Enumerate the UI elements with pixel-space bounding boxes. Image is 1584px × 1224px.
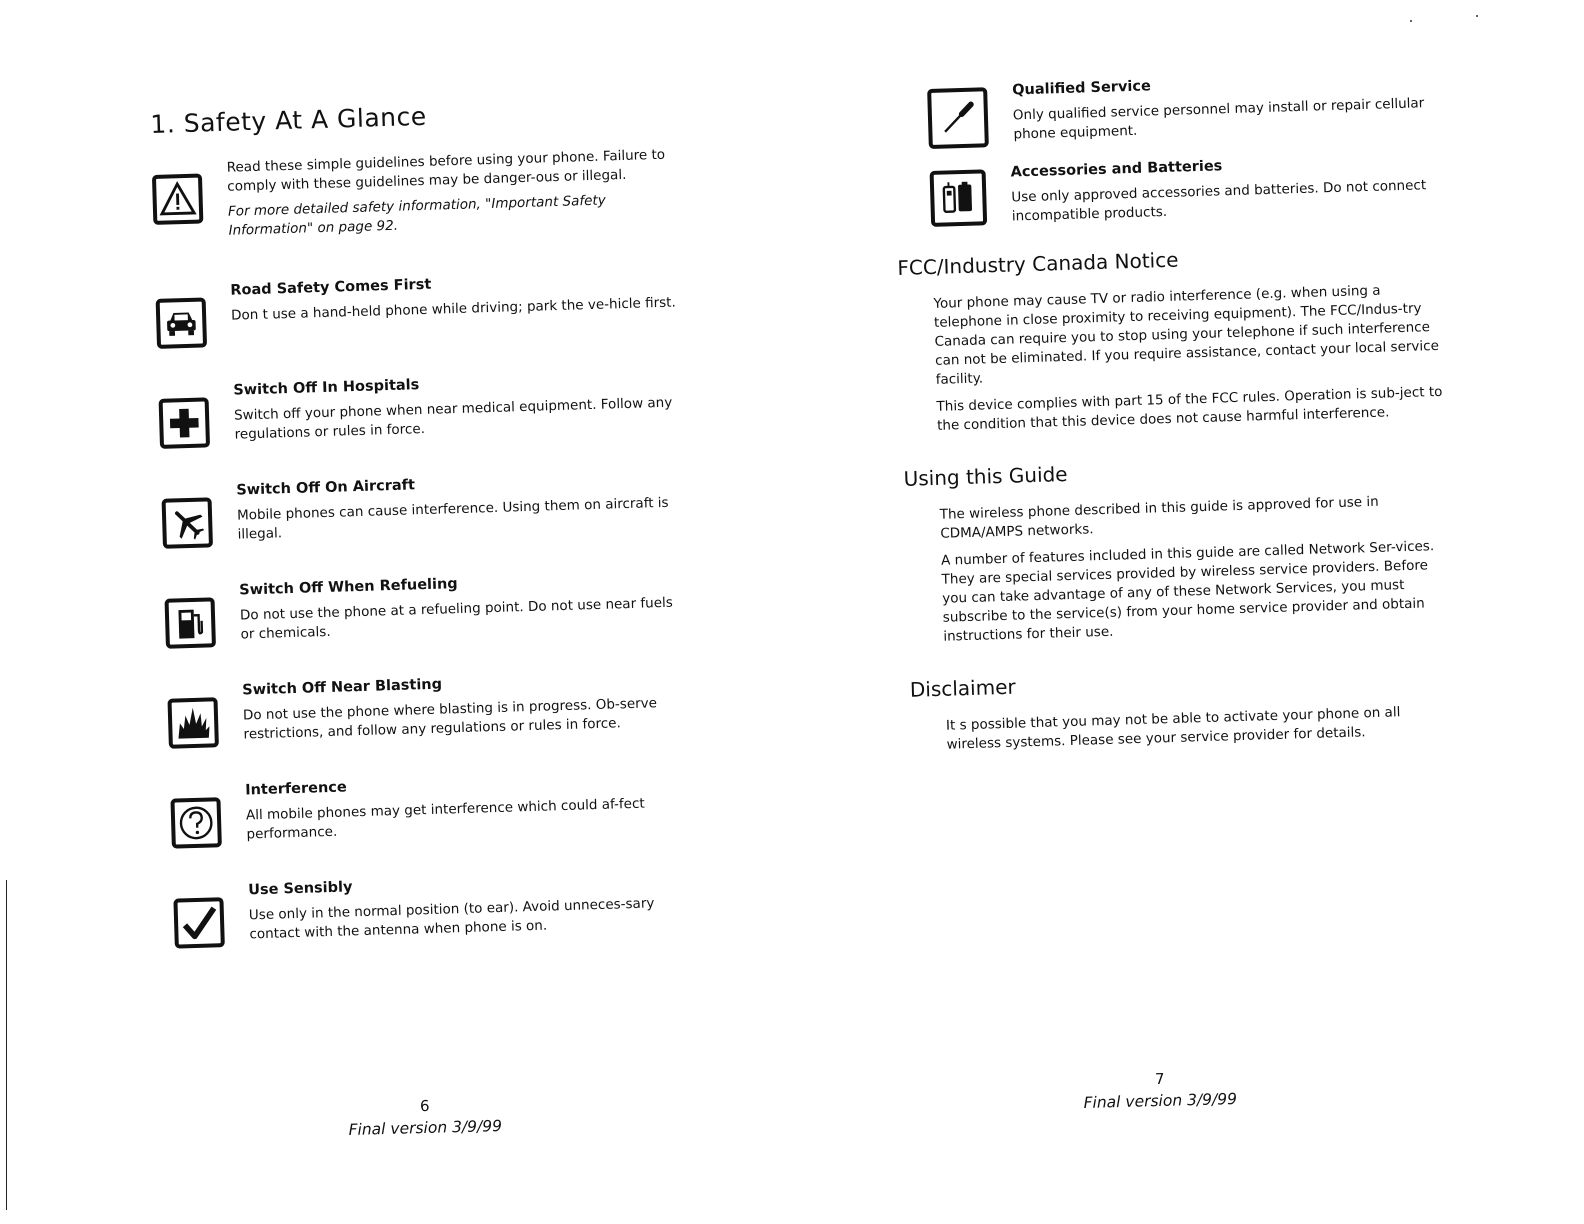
safety-item-qualified-service xyxy=(927,70,1439,149)
footer-left xyxy=(274,1091,575,1143)
item-text: Switch off your phone when near medical equipment. Follow any regulations or rules in force. xyxy=(233,394,673,443)
item-title: Interference xyxy=(244,779,347,799)
safety-item-blasting xyxy=(167,669,689,748)
section-paragraph: It s possible that you may not be able to activate your phone on all wireless systems. Please see your service provider for details. xyxy=(945,704,1401,753)
chapter-title: 1. Safety At A Glance xyxy=(150,101,428,139)
item-title: Road Safety Comes First xyxy=(230,276,432,299)
phone-battery-icon xyxy=(930,169,988,227)
item-text: All mobile phones may get interference which could af-fect performance. xyxy=(245,795,645,843)
item-title: Switch Off Near Blasting xyxy=(242,676,443,699)
section-title: FCC/Industry Canada Notice xyxy=(897,247,1179,280)
section-paragraph: Your phone may cause TV or radio interference (e.g. when using a telephone in close proximity to receiving equipment). The FCC/Indus-try Canada can require you to stop using your telephone if such interference can not be eliminated. If you require assistance, contact your local service facility. xyxy=(933,282,1440,388)
item-text: Do not use the phone at a refueling point. Do not use near fuels or chemicals. xyxy=(239,594,674,643)
section-paragraph: A number of features included in this guide are called Network Ser-vices. They are special services provided by wireless service providers. Before you can take advantage of any of these Network Services, you must subscribe to the service(s) from your home service provider and obtain instructions for their use. xyxy=(940,538,1435,645)
section-using-guide xyxy=(903,451,1453,647)
item-text: Only qualified service personnel may install or repair cellular phone equipment. xyxy=(1012,95,1425,143)
explosion-icon xyxy=(167,697,218,748)
checkmark-icon xyxy=(173,897,224,948)
safety-item-interference xyxy=(170,769,692,848)
safety-item-road xyxy=(155,269,677,348)
hospital-cross-icon xyxy=(159,397,210,448)
airplane-icon xyxy=(162,497,213,548)
section-title: Disclaimer xyxy=(909,674,1017,702)
question-mark-icon xyxy=(170,797,221,848)
item-text: Don t use a hand-held phone while driving; park the ve-hicle first. xyxy=(230,294,676,324)
item-title: Accessories and Batteries xyxy=(1010,158,1223,181)
item-text: Do not use the phone where blasting is in progress. Ob-serve restrictions, and follow any regulations or rules in force. xyxy=(242,695,658,743)
footer-right xyxy=(1009,1064,1310,1116)
item-title: Use Sensibly xyxy=(247,879,353,899)
item-title: Switch Off In Hospitals xyxy=(233,377,420,399)
item-title: Qualified Service xyxy=(1011,78,1152,99)
page-number: 6 xyxy=(419,1096,430,1116)
warning-triangle-icon xyxy=(152,173,203,224)
page-right xyxy=(792,0,1584,1224)
version-note: Final version 3/9/99 xyxy=(1083,1089,1238,1113)
intro-note: For more detailed safety information, "Important Safety Information" on page 92. xyxy=(227,192,606,239)
safety-item-aircraft xyxy=(161,469,683,548)
intro-text: Read these simple guidelines before using your phone. Failure to comply with these guidelines may be danger-ous or illegal. xyxy=(226,146,666,195)
screwdriver-icon xyxy=(927,87,989,149)
item-text: Use only in the normal position (to ear). Avoid unneces-sary contact with the antenna when phone is on. xyxy=(248,895,655,943)
item-title: Switch Off On Aircraft xyxy=(236,477,416,499)
fuel-pump-icon xyxy=(165,597,216,648)
section-disclaimer xyxy=(909,662,1457,755)
safety-item-refueling xyxy=(164,569,686,648)
item-text: Mobile phones can cause interference. Using them on aircraft is illegal. xyxy=(236,494,669,543)
car-icon xyxy=(156,297,207,348)
section-title: Using this Guide xyxy=(903,462,1068,491)
safety-item-hospitals xyxy=(158,369,680,448)
safety-item-accessories xyxy=(929,152,1441,229)
safety-item-sensibly xyxy=(173,869,695,948)
item-title: Switch Off When Refueling xyxy=(239,576,458,599)
item-text: Use only approved accessories and batteries. Do not connect incompatible products. xyxy=(1011,177,1427,225)
intro-row xyxy=(152,146,674,249)
page-number: 7 xyxy=(1154,1069,1165,1089)
section-fcc xyxy=(897,240,1447,436)
version-note: Final version 3/9/99 xyxy=(348,1116,503,1140)
section-paragraph: This device complies with part 15 of the FCC rules. Operation is sub-ject to the condition that this device does not cause harmful interference. xyxy=(936,383,1443,434)
section-paragraph: The wireless phone described in this guide is approved for use in CDMA/AMPS networks. xyxy=(939,493,1379,542)
